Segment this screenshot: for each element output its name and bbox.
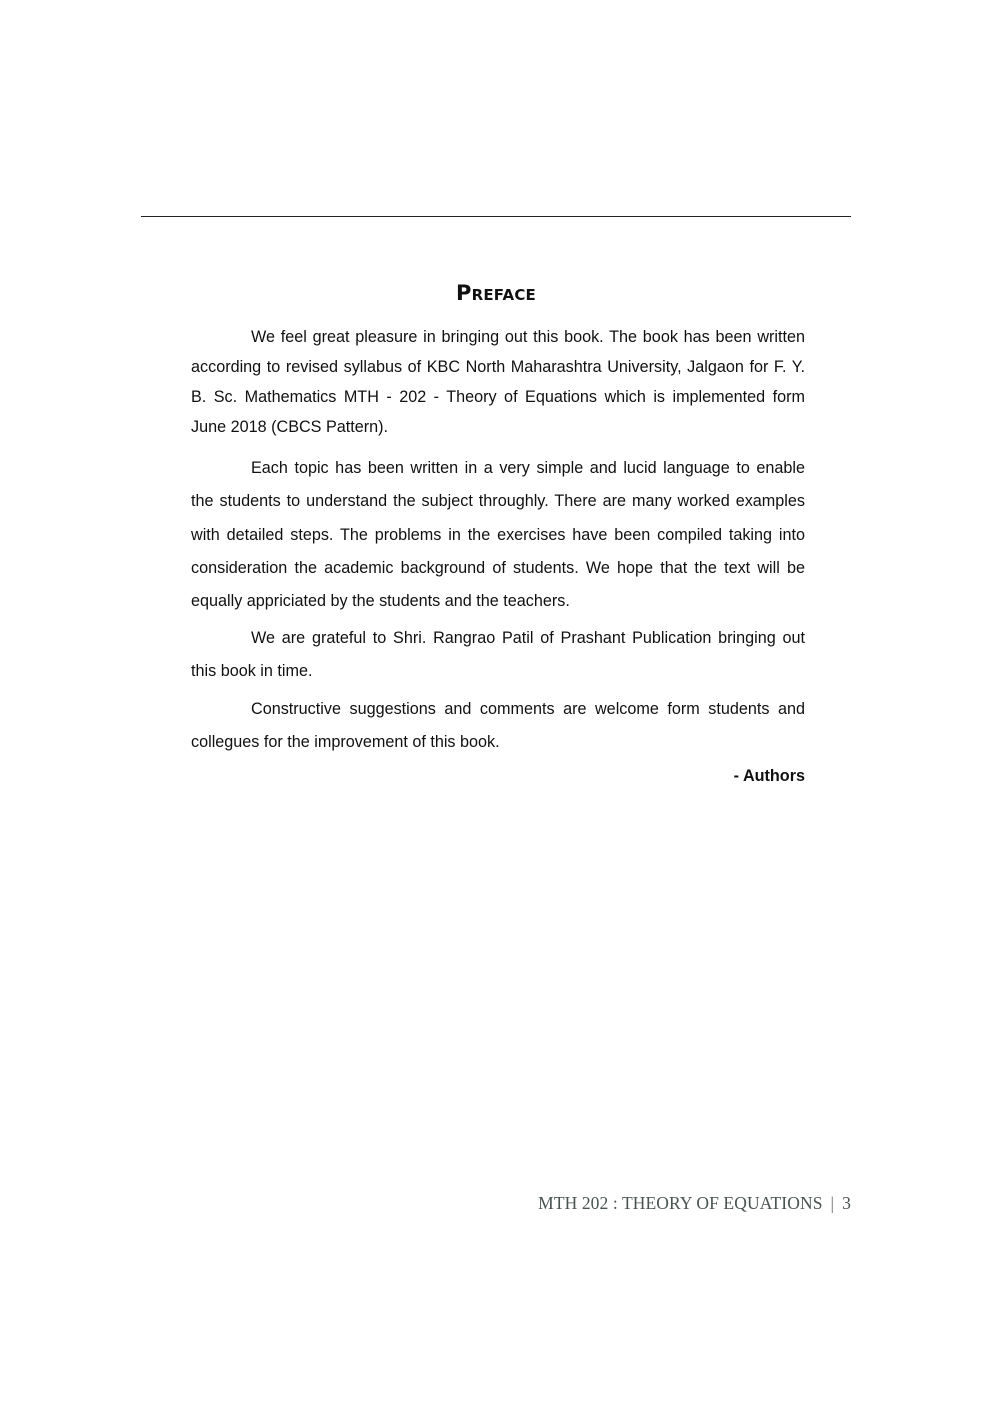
page-number: 3: [842, 1193, 851, 1213]
running-title: MTH 202 : THEORY OF EQUATIONS: [538, 1193, 823, 1213]
footer-separator: |: [830, 1193, 835, 1213]
header-rule: [141, 216, 851, 217]
page-title: Preface: [456, 281, 536, 306]
preface-body: [191, 322, 805, 793]
preface-paragraph-4: Constructive suggestions and comments are welcome form students and collegues for the improvement of this book.: [191, 700, 805, 752]
preface-paragraph-3: We are grateful to Shri. Rangrao Patil of Prashant Publication bringing out this book in time.: [191, 629, 805, 681]
page-footer: [538, 1193, 851, 1214]
preface-paragraph-1: We feel great pleasure in bringing out this book. The book has been written according to revised syllabus of KBC North Maharashtra University, Jalgaon for F. Y. B. Sc. Mathematics MTH - 202 - Theory of Equations which is implemented form June 2018 (CBCS Pattern).: [191, 328, 805, 436]
authors-signature: - Authors: [733, 767, 805, 786]
preface-paragraph-2: Each topic has been written in a very simple and lucid language to enable the students to understand the subject throughly. There are many worked examples with detailed steps. The problems in the exercises have been compiled taking into consideration the academic background of students. We hope that the text will be equally appriciated by the students and the teachers.: [191, 459, 805, 611]
